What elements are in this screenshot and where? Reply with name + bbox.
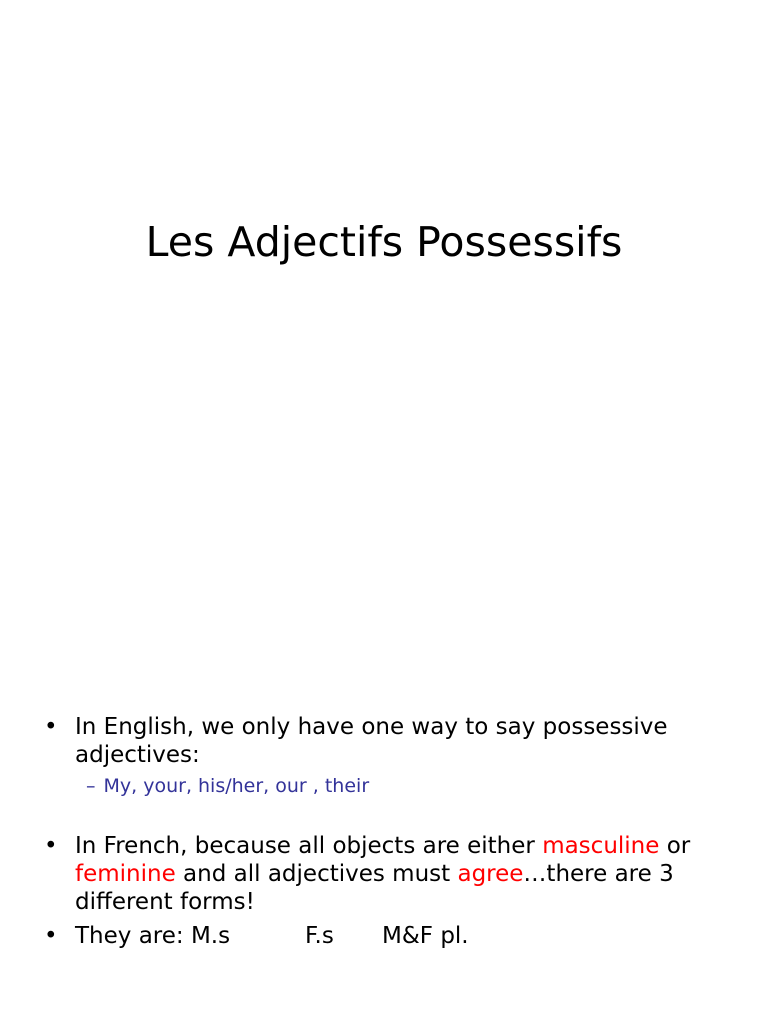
bullet-dot: • bbox=[44, 923, 58, 949]
bullet-french-part4: …there are 3 bbox=[523, 861, 674, 887]
word-masculine: masculine bbox=[542, 833, 660, 859]
sub-item-text: My, your, his/her, our , their bbox=[103, 775, 370, 797]
bullet-dot: • bbox=[44, 714, 58, 740]
word-feminine: feminine bbox=[75, 861, 176, 887]
bullet-french-part2: or bbox=[659, 833, 691, 859]
bullet-french-text bbox=[75, 832, 715, 916]
bullet-dot: • bbox=[44, 833, 58, 859]
forms-label-ms: They are: M.s bbox=[75, 923, 231, 949]
bullet-french-part1: In French, because all objects are either bbox=[75, 833, 543, 859]
bullet-french-part3: and all adjectives must bbox=[175, 861, 458, 887]
sub-bullet-dash: – bbox=[86, 775, 96, 797]
bullet-french-line3: different forms! bbox=[75, 889, 255, 915]
bullet-english-text bbox=[75, 713, 715, 769]
word-agree: agree bbox=[457, 861, 524, 887]
sub-item-english-pronouns bbox=[86, 774, 369, 798]
bullet-english-line1: In English, we only have one way to say possessive bbox=[75, 714, 668, 740]
form-mf-pl: M&F pl. bbox=[382, 923, 469, 949]
slide-title: Les Adjectifs Possessifs bbox=[145, 218, 623, 266]
bullet-forms-text bbox=[75, 922, 715, 950]
bullet-english-line2: adjectives: bbox=[75, 742, 200, 768]
bullet-french-line1 bbox=[75, 832, 715, 860]
bullet-french-line2 bbox=[75, 860, 715, 888]
form-fs: F.s bbox=[305, 923, 334, 949]
